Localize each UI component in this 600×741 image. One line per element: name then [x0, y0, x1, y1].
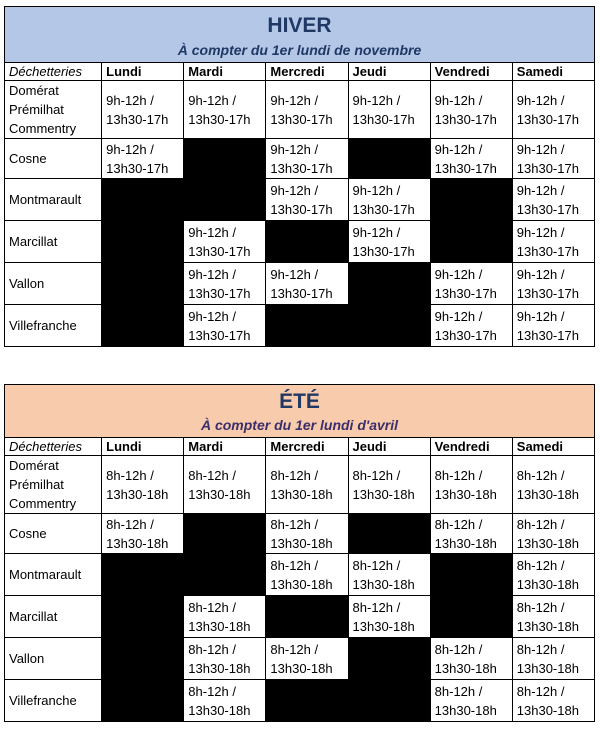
hours-morning: 9h-12h / — [188, 308, 236, 324]
header-day: Mardi — [184, 438, 266, 456]
closed-cell — [266, 305, 348, 347]
hours-afternoon: 13h30-17h — [516, 285, 579, 301]
opening-hours-cell — [348, 554, 430, 596]
summer-schedule — [4, 384, 595, 722]
hours-afternoon: 13h30-17h — [106, 160, 169, 176]
winter-banner — [4, 6, 595, 62]
place-name: Domérat Prémilhat Commentry — [5, 81, 102, 139]
opening-hours-cell — [266, 263, 348, 305]
opening-hours-cell — [102, 81, 184, 139]
winter-title: HIVER — [267, 14, 332, 37]
opening-hours-cell — [266, 139, 348, 179]
hours-afternoon: 13h30-18h — [516, 576, 579, 592]
hours-afternoon: 13h30-17h — [270, 160, 333, 176]
hours-afternoon: 13h30-17h — [434, 111, 497, 127]
closed-cell — [348, 514, 430, 554]
hours-afternoon: 13h30-17h — [188, 111, 251, 127]
opening-hours-cell — [266, 514, 348, 554]
closed-cell — [102, 179, 184, 221]
closed-cell — [184, 514, 266, 554]
opening-hours-cell — [102, 456, 184, 514]
opening-hours-cell — [512, 456, 594, 514]
closed-cell — [184, 139, 266, 179]
hours-morning: 9h-12h / — [106, 141, 154, 157]
opening-hours-cell — [184, 680, 266, 722]
closed-cell — [266, 680, 348, 722]
hours-afternoon: 13h30-18h — [434, 702, 497, 718]
header-day: Vendredi — [430, 63, 512, 81]
opening-hours-cell — [512, 139, 594, 179]
hours-afternoon: 13h30-18h — [352, 618, 415, 634]
header-day: Jeudi — [348, 438, 430, 456]
hours-afternoon: 13h30-17h — [516, 243, 579, 259]
place-name: Villefranche — [5, 680, 102, 722]
closed-cell — [348, 263, 430, 305]
place-name: Montmarault — [5, 179, 102, 221]
place-name: Marcillat — [5, 596, 102, 638]
hours-afternoon: 13h30-18h — [188, 618, 251, 634]
closed-cell — [348, 305, 430, 347]
hours-afternoon: 13h30-17h — [270, 201, 333, 217]
opening-hours-cell — [266, 554, 348, 596]
place-name: Domérat Prémilhat Commentry — [5, 456, 102, 514]
opening-hours-cell — [430, 81, 512, 139]
opening-hours-cell — [512, 179, 594, 221]
summer-table — [4, 437, 595, 722]
opening-hours-cell — [348, 81, 430, 139]
opening-hours-cell — [348, 456, 430, 514]
closed-cell — [348, 680, 430, 722]
header-row — [5, 438, 595, 456]
hours-afternoon: 13h30-18h — [188, 702, 251, 718]
opening-hours-cell — [512, 221, 594, 263]
closed-cell — [348, 139, 430, 179]
hours-morning: 9h-12h / — [106, 92, 154, 108]
place-name: Cosne — [5, 514, 102, 554]
closed-cell — [102, 305, 184, 347]
place-name: Villefranche — [5, 305, 102, 347]
hours-afternoon: 13h30-18h — [270, 576, 333, 592]
hours-afternoon: 13h30-17h — [270, 111, 333, 127]
header-day: Samedi — [512, 63, 594, 81]
opening-hours-cell — [266, 638, 348, 680]
hours-afternoon: 13h30-17h — [516, 160, 579, 176]
opening-hours-cell — [348, 221, 430, 263]
opening-hours-cell — [430, 680, 512, 722]
hours-morning: 8h-12h / — [516, 683, 565, 699]
opening-hours-cell — [512, 263, 594, 305]
table-row — [5, 554, 595, 596]
hours-morning: 8h-12h / — [188, 641, 236, 657]
hours-morning: 8h-12h / — [434, 467, 483, 483]
opening-hours-cell — [512, 514, 594, 554]
header-day: Samedi — [512, 438, 594, 456]
hours-morning: 8h-12h / — [352, 467, 401, 483]
opening-hours-cell — [512, 554, 594, 596]
hours-morning: 9h-12h / — [270, 141, 319, 157]
closed-cell — [348, 638, 430, 680]
table-row — [5, 179, 595, 221]
hours-afternoon: 13h30-18h — [188, 486, 251, 502]
opening-hours-cell — [266, 81, 348, 139]
hours-afternoon: 13h30-17h — [434, 327, 497, 343]
hours-morning: 9h-12h / — [434, 308, 483, 324]
opening-hours-cell — [184, 456, 266, 514]
hours-afternoon: 13h30-18h — [106, 486, 169, 502]
hours-morning: 9h-12h / — [434, 92, 483, 108]
hours-afternoon: 13h30-18h — [434, 535, 497, 551]
opening-hours-cell — [430, 456, 512, 514]
hours-afternoon: 13h30-18h — [106, 535, 169, 551]
closed-cell — [430, 221, 512, 263]
opening-hours-cell — [184, 638, 266, 680]
closed-cell — [102, 638, 184, 680]
hours-afternoon: 13h30-18h — [270, 486, 333, 502]
closed-cell — [430, 596, 512, 638]
hours-morning: 8h-12h / — [106, 467, 154, 483]
hours-morning: 9h-12h / — [270, 92, 319, 108]
hours-afternoon: 13h30-18h — [516, 702, 579, 718]
header-day: Lundi — [102, 63, 184, 81]
opening-hours-cell — [102, 514, 184, 554]
hours-morning: 9h-12h / — [516, 308, 565, 324]
hours-morning: 8h-12h / — [434, 641, 483, 657]
table-row — [5, 456, 595, 514]
closed-cell — [102, 680, 184, 722]
place-name: Marcillat — [5, 221, 102, 263]
hours-morning: 9h-12h / — [270, 182, 319, 198]
table-row — [5, 263, 595, 305]
header-dechetteries: Déchetteries — [5, 63, 102, 81]
hours-afternoon: 13h30-17h — [434, 160, 497, 176]
hours-morning: 9h-12h / — [516, 224, 565, 240]
hours-morning: 8h-12h / — [434, 683, 483, 699]
hours-afternoon: 13h30-18h — [188, 660, 251, 676]
table-row — [5, 221, 595, 263]
hours-afternoon: 13h30-17h — [434, 285, 497, 301]
hours-morning: 8h-12h / — [270, 641, 319, 657]
opening-hours-cell — [184, 221, 266, 263]
hours-afternoon: 13h30-17h — [516, 327, 579, 343]
header-day: Mardi — [184, 63, 266, 81]
hours-afternoon: 13h30-18h — [516, 660, 579, 676]
place-name: Vallon — [5, 263, 102, 305]
opening-hours-cell — [266, 456, 348, 514]
opening-hours-cell — [348, 596, 430, 638]
header-row — [5, 63, 595, 81]
hours-morning: 9h-12h / — [352, 224, 401, 240]
table-row — [5, 305, 595, 347]
hours-morning: 9h-12h / — [188, 224, 236, 240]
hours-morning: 8h-12h / — [270, 467, 319, 483]
table-row — [5, 638, 595, 680]
table-row — [5, 514, 595, 554]
hours-afternoon: 13h30-17h — [516, 111, 579, 127]
hours-morning: 8h-12h / — [188, 599, 236, 615]
hours-afternoon: 13h30-17h — [516, 201, 579, 217]
closed-cell — [184, 179, 266, 221]
closed-cell — [102, 221, 184, 263]
hours-morning: 8h-12h / — [516, 641, 565, 657]
hours-morning: 8h-12h / — [270, 557, 319, 573]
opening-hours-cell — [512, 305, 594, 347]
hours-afternoon: 13h30-17h — [106, 111, 169, 127]
hours-morning: 9h-12h / — [516, 92, 565, 108]
header-day: Jeudi — [348, 63, 430, 81]
hours-morning: 8h-12h / — [516, 467, 565, 483]
place-name: Cosne — [5, 139, 102, 179]
opening-hours-cell — [184, 596, 266, 638]
opening-hours-cell — [430, 514, 512, 554]
opening-hours-cell — [348, 179, 430, 221]
hours-morning: 8h-12h / — [188, 467, 236, 483]
opening-hours-cell — [266, 179, 348, 221]
hours-morning: 8h-12h / — [106, 516, 154, 532]
hours-morning: 8h-12h / — [270, 516, 319, 532]
hours-afternoon: 13h30-17h — [352, 201, 415, 217]
opening-hours-cell — [430, 638, 512, 680]
hours-afternoon: 13h30-18h — [434, 660, 497, 676]
hours-morning: 8h-12h / — [352, 599, 401, 615]
hours-afternoon: 13h30-18h — [516, 618, 579, 634]
header-day: Mercredi — [266, 438, 348, 456]
hours-morning: 8h-12h / — [516, 516, 565, 532]
opening-hours-cell — [430, 139, 512, 179]
hours-afternoon: 13h30-17h — [188, 285, 251, 301]
hours-afternoon: 13h30-18h — [352, 486, 415, 502]
closed-cell — [102, 554, 184, 596]
header-dechetteries: Déchetteries — [5, 438, 102, 456]
hours-afternoon: 13h30-18h — [516, 535, 579, 551]
header-day: Vendredi — [430, 438, 512, 456]
opening-hours-cell — [512, 81, 594, 139]
hours-morning: 8h-12h / — [434, 516, 483, 532]
hours-afternoon: 13h30-18h — [270, 660, 333, 676]
hours-morning: 9h-12h / — [270, 266, 319, 282]
place-name: Montmarault — [5, 554, 102, 596]
hours-morning: 9h-12h / — [352, 182, 401, 198]
hours-afternoon: 13h30-18h — [352, 576, 415, 592]
hours-morning: 9h-12h / — [516, 266, 565, 282]
hours-afternoon: 13h30-17h — [270, 285, 333, 301]
closed-cell — [102, 263, 184, 305]
closed-cell — [266, 221, 348, 263]
hours-afternoon: 13h30-17h — [188, 327, 251, 343]
closed-cell — [430, 179, 512, 221]
closed-cell — [430, 554, 512, 596]
hours-afternoon: 13h30-17h — [352, 243, 415, 259]
hours-afternoon: 13h30-18h — [270, 535, 333, 551]
hours-afternoon: 13h30-18h — [516, 486, 579, 502]
hours-morning: 9h-12h / — [516, 141, 565, 157]
hours-morning: 9h-12h / — [434, 141, 483, 157]
table-row — [5, 139, 595, 179]
opening-hours-cell — [512, 638, 594, 680]
hours-morning: 8h-12h / — [516, 599, 565, 615]
closed-cell — [266, 596, 348, 638]
summer-subtitle: À compter du 1er lundi d'avril — [200, 417, 399, 433]
hours-morning: 8h-12h / — [352, 557, 401, 573]
hours-afternoon: 13h30-18h — [434, 486, 497, 502]
hours-morning: 8h-12h / — [188, 683, 236, 699]
winter-table — [4, 62, 595, 347]
table-row — [5, 680, 595, 722]
winter-subtitle: À compter du 1er lundi de novembre — [177, 42, 422, 58]
opening-hours-cell — [184, 81, 266, 139]
hours-morning: 8h-12h / — [516, 557, 565, 573]
hours-afternoon: 13h30-17h — [352, 111, 415, 127]
hours-morning: 9h-12h / — [434, 266, 483, 282]
opening-hours-cell — [184, 305, 266, 347]
summer-title: ÉTÉ — [279, 390, 320, 413]
closed-cell — [102, 596, 184, 638]
closed-cell — [184, 554, 266, 596]
table-row — [5, 596, 595, 638]
header-day: Lundi — [102, 438, 184, 456]
hours-morning: 9h-12h / — [188, 92, 236, 108]
table-row — [5, 81, 595, 139]
hours-morning: 9h-12h / — [188, 266, 236, 282]
opening-hours-cell — [512, 680, 594, 722]
hours-afternoon: 13h30-17h — [188, 243, 251, 259]
opening-hours-cell — [102, 139, 184, 179]
hours-morning: 9h-12h / — [516, 182, 565, 198]
summer-banner — [4, 384, 595, 437]
opening-hours-cell — [184, 263, 266, 305]
winter-schedule — [4, 6, 595, 347]
hours-morning: 9h-12h / — [352, 92, 401, 108]
header-day: Mercredi — [266, 63, 348, 81]
place-name: Vallon — [5, 638, 102, 680]
opening-hours-cell — [430, 263, 512, 305]
opening-hours-cell — [430, 305, 512, 347]
opening-hours-cell — [512, 596, 594, 638]
